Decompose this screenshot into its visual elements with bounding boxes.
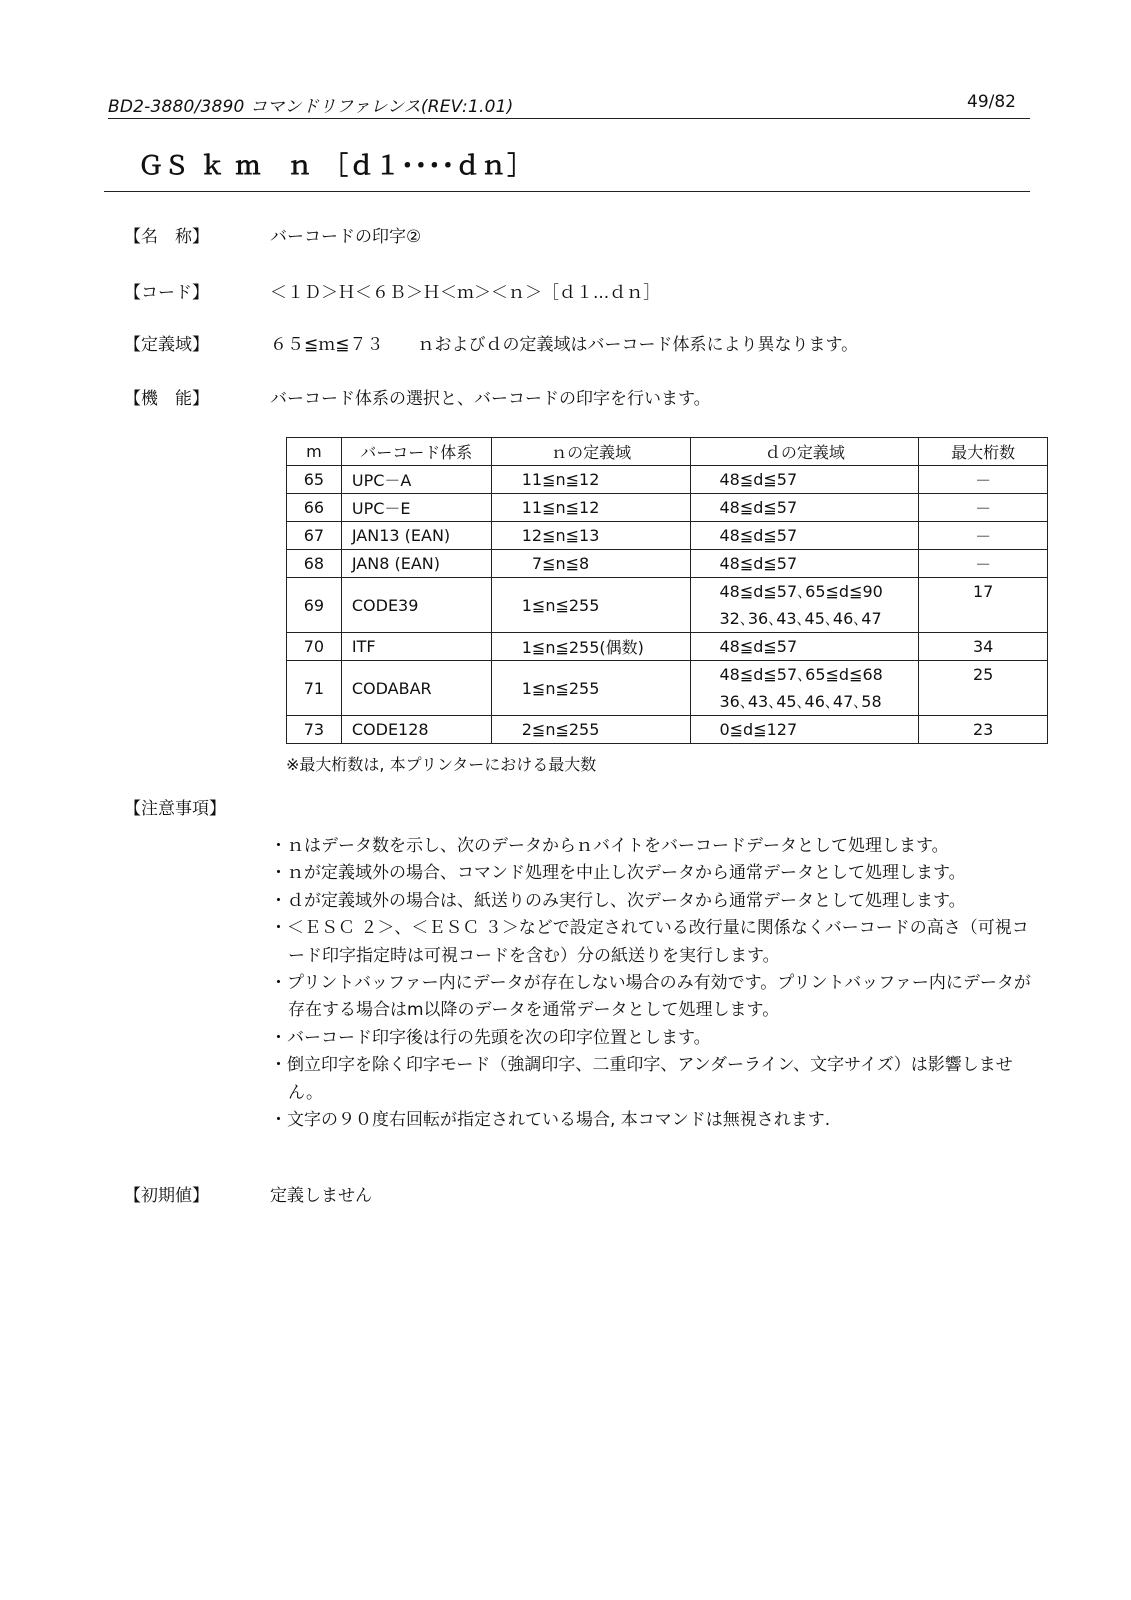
code-value: ＜１Ｄ＞Ｈ＜６Ｂ＞Ｈ＜ｍ＞＜ｎ＞［ｄ１...ｄｎ］ xyxy=(270,283,661,303)
cell-m: 68 xyxy=(287,550,342,578)
header-title: BD2-3880/3890 コマンドリファレンス(REV:1.01) xyxy=(108,97,514,117)
domain-value: ６５≦ｍ≦７３ ｎおよびｄの定義域はバーコード体系により異なります。 xyxy=(270,335,859,355)
cell-max: 23 xyxy=(919,716,1048,744)
table-row xyxy=(287,633,1048,661)
cell-system: CODE39 xyxy=(341,578,491,633)
list-item xyxy=(270,888,1040,915)
cell-system: ITF xyxy=(341,633,491,661)
cell-m: 73 xyxy=(287,716,342,744)
list-item xyxy=(270,915,1040,970)
cell-m: 65 xyxy=(287,466,342,494)
cell-m: 70 xyxy=(287,633,342,661)
cell-system: JAN13 (EAN) xyxy=(341,522,491,550)
cell-system: UPC－A xyxy=(341,466,491,494)
cell-n: 2≦n≦255 xyxy=(491,716,691,744)
initial-label: 【初期値】 xyxy=(124,1186,209,1206)
caution-label: 【注意事項】 xyxy=(124,799,226,819)
list-item xyxy=(270,833,1040,860)
domain-label: 【定義域】 xyxy=(124,335,209,355)
header-system: バーコード体系 xyxy=(341,438,491,466)
cell-m: 69 xyxy=(287,578,342,633)
cell-d: 48≦d≦57 xyxy=(691,633,919,661)
caution-item-text: ・＜ＥＳＣ ２＞、＜ＥＳＣ ３＞などで設定されている改行量に関係なくバーコードの高さ（可視コード印字指定時は可視コードを含む）分の紙送りを実行します。 xyxy=(270,918,1029,966)
cell-m: 67 xyxy=(287,522,342,550)
caution-item-text: ・ｄが定義域外の場合は、紙送りのみ実行し、次データから通常データとして処理します。 xyxy=(270,890,966,911)
cell-system: JAN8 (EAN) xyxy=(341,550,491,578)
cell-max: － xyxy=(919,494,1048,522)
header-n-domain: ｎの定義域 xyxy=(491,438,691,466)
cell-n: 7≦n≦8 xyxy=(491,550,691,578)
cell-n: 12≦n≦13 xyxy=(491,522,691,550)
barcode-table xyxy=(286,437,1048,744)
cell-d-line: 32､36､43､45､46､47 xyxy=(719,609,882,628)
cell-max: 25 xyxy=(919,661,1048,716)
table-row xyxy=(287,522,1048,550)
table-row xyxy=(287,716,1048,744)
table-row xyxy=(287,661,1048,716)
cell-n: 11≦n≦12 xyxy=(491,466,691,494)
header-d-domain: ｄの定義域 xyxy=(691,438,919,466)
cell-system: CODABAR xyxy=(341,661,491,716)
table-header-row xyxy=(287,438,1048,466)
cell-d: 48≦d≦57 xyxy=(691,550,919,578)
cell-max: － xyxy=(919,550,1048,578)
cell-max: 17 xyxy=(919,578,1048,633)
command-title: ＧＳ ｋ ｍ ｎ ［ｄ１････ｄｎ］ xyxy=(138,151,534,180)
cell-d: 48≦d≦57 xyxy=(691,494,919,522)
cell-m: 66 xyxy=(287,494,342,522)
caution-item-text: ・倒立印字を除く印字モード（強調印字、二重印字、アンダーライン、文字サイズ）は影響しません。 xyxy=(270,1055,1013,1103)
caution-list xyxy=(270,833,1040,1134)
page-header xyxy=(108,88,1030,119)
cell-m: 71 xyxy=(287,661,342,716)
cell-n: 1≦n≦255 xyxy=(491,578,691,633)
cell-d-line: 48≦d≦57､65≦d≦68 xyxy=(719,665,883,684)
cell-max: 34 xyxy=(919,633,1048,661)
name-label: 【名 称】 xyxy=(124,227,209,247)
cell-d: 48≦d≦57 xyxy=(691,522,919,550)
table-row xyxy=(287,466,1048,494)
list-item xyxy=(270,1052,1040,1107)
caution-item-text: ・文字の９０度右回転が指定されている場合, 本コマンドは無視されます. xyxy=(270,1110,831,1131)
cell-max: － xyxy=(919,522,1048,550)
cell-d xyxy=(691,661,919,716)
cell-d: 0≦d≦127 xyxy=(691,716,919,744)
initial-value: 定義しません xyxy=(270,1186,372,1206)
header-m: m xyxy=(287,438,342,466)
caution-item-text: ・バーコード印字後は行の先頭を次の印字位置とします。 xyxy=(270,1027,711,1048)
list-item xyxy=(270,1107,1040,1134)
caution-item-text: ・プリントバッファー内にデータが存在しない場合のみ有効です。プリントバッファー内にデータが存在する場合はm以降のデータを通常データとして処理します。 xyxy=(270,973,1031,1021)
cell-system: CODE128 xyxy=(341,716,491,744)
table-row xyxy=(287,494,1048,522)
code-label: 【コード】 xyxy=(124,283,209,303)
function-label: 【機 能】 xyxy=(124,389,209,409)
list-item xyxy=(270,860,1040,887)
list-item xyxy=(270,1025,1040,1052)
cell-n: 1≦n≦255(偶数) xyxy=(491,633,691,661)
cell-system: UPC－E xyxy=(341,494,491,522)
function-value: バーコード体系の選択と、バーコードの印字を行います。 xyxy=(270,389,711,409)
table-row xyxy=(287,550,1048,578)
page-number: 49/82 xyxy=(967,92,1016,112)
cell-d xyxy=(691,578,919,633)
table-row xyxy=(287,578,1048,633)
cell-max: － xyxy=(919,466,1048,494)
cell-n: 11≦n≦12 xyxy=(491,494,691,522)
title-divider xyxy=(104,191,1030,192)
cell-n: 1≦n≦255 xyxy=(491,661,691,716)
name-value: バーコードの印字② xyxy=(270,227,422,247)
cell-d: 48≦d≦57 xyxy=(691,466,919,494)
table-note: ※最大桁数は, 本プリンターにおける最大数 xyxy=(286,755,597,774)
caution-item-text: ・ｎはデータ数を示し、次のデータからｎバイトをバーコードデータとして処理します。 xyxy=(270,836,949,856)
header-max-digits: 最大桁数 xyxy=(919,438,1048,466)
list-item xyxy=(270,970,1040,1025)
cell-d-line: 36､43､45､46､47､58 xyxy=(719,692,882,711)
cell-d-line: 48≦d≦57､65≦d≦90 xyxy=(719,582,883,601)
caution-item-text: ・ｎが定義域外の場合、コマンド処理を中止し次データから通常データとして処理します。 xyxy=(270,863,966,884)
